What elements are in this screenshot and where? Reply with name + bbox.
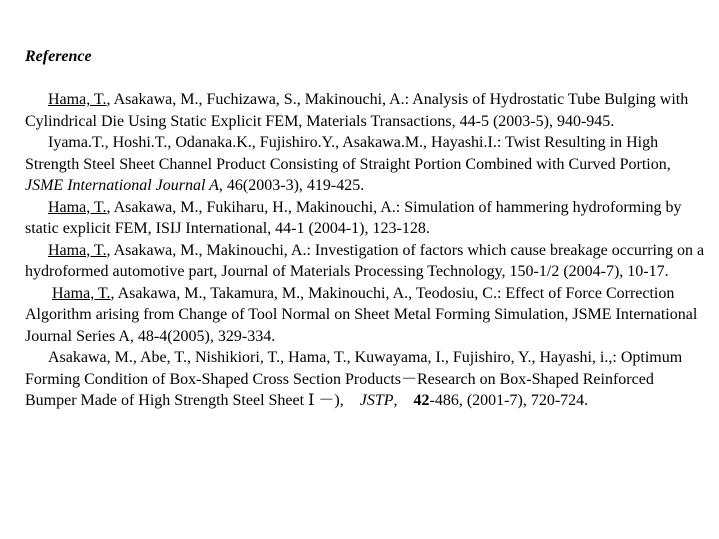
reference-item-6	[25, 347, 705, 412]
reference-heading: Reference	[25, 48, 92, 65]
reference-author-underlined: Hama, T.	[52, 284, 111, 302]
reference-text: , Asakawa, M., Fukiharu, H., Makinouchi, A.: Simulation of hammering hydroforming by static explicit FEM, ISIJ International, 44-1 (2004-1), 123-128.	[25, 198, 682, 237]
reference-page	[25, 46, 705, 412]
reference-text: , 46(2003-3), 419-425.	[218, 177, 365, 194]
reference-text: Asakawa, M., Abe, T., Nishikiori, T., Hama, T., Kuwayama, I., Fujishiro, Y., Hayashi, i.,: Optimum Forming Condition of Box-Shaped Cross Section Products－Research on Box-Shaped Reinforced Bumper Made of High Strength Steel Sheet Ⅰ －),	[25, 349, 683, 409]
reference-author-underlined: Hama, T.	[48, 198, 107, 216]
reference-journal-italic: JSME International Journal A	[25, 177, 219, 194]
reference-text: , Asakawa, M., Fuchizawa, S., Makinouchi, A.: Analysis of Hydrostatic Tube Bulging with Cylindrical Die Using Static Explicit FEM, Materials Transactions, 44-5 (2003-5), 940-945.	[25, 91, 689, 130]
reference-text: Iyama.T., Hoshi.T., Odanaka.K., Fujishiro.Y., Asakawa.M., Hayashi.I.: Twist Resulting in High Strength Steel Sheet Channel Product Consisting of Straight Portion Combined with Curved Portion,	[25, 134, 671, 173]
reference-item-1	[25, 89, 705, 132]
reference-text: , Asakawa, M., Takamura, M., Makinouchi, A., Teodosiu, C.: Effect of Force Correction Algorithm arising from Change of Tool Normal on Sheet Metal Forming Simulation, JSME International Journal Series A, 48-4(2005), 329-334.	[25, 284, 698, 345]
reference-author-underlined: Hama, T.	[48, 241, 107, 259]
reference-journal-italic: JSTP	[359, 392, 394, 409]
reference-item-2	[25, 132, 705, 197]
reference-text: , Asakawa, M., Makinouchi, A.: Investigation of factors which cause breakage occurring on a hydroformed automotive part, Journal of Materials Processing Technology, 150-1/2 (2004-7), 10-17.	[25, 241, 705, 280]
reference-item-5	[25, 283, 705, 348]
reference-item-4	[25, 240, 705, 283]
reference-text: -486, (2001-7), 720-724.	[429, 392, 589, 409]
reference-author-underlined: Hama, T.	[48, 91, 107, 108]
reference-separator: ,	[393, 392, 414, 409]
reference-volume-bold: 42	[413, 392, 430, 409]
reference-item-3	[25, 197, 705, 240]
